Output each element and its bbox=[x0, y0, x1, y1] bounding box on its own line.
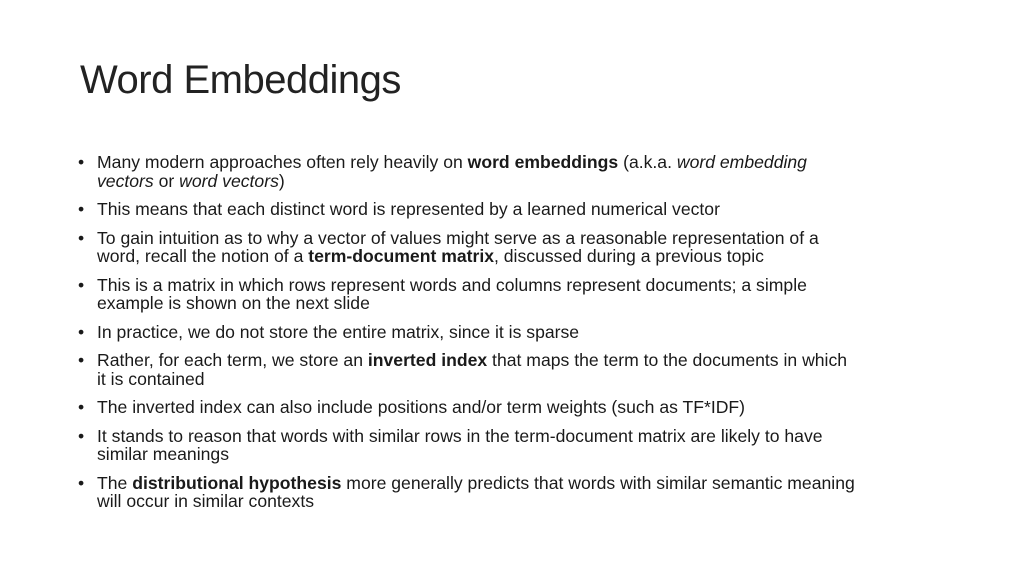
bullet-line bbox=[97, 200, 855, 219]
text-segment: example is shown on the next slide bbox=[97, 293, 370, 313]
bullet-item bbox=[78, 153, 855, 190]
bullet-icon: • bbox=[78, 397, 85, 417]
bullet-item bbox=[78, 351, 855, 388]
bullet-line bbox=[97, 370, 855, 389]
bullet-icon: • bbox=[78, 321, 85, 342]
text-segment: This is a matrix in which rows represent words and columns represent documents; a simple bbox=[97, 274, 807, 295]
bullet-line bbox=[97, 229, 855, 248]
text-segment: The inverted index can also include positions and/or term weights (such as TF*IDF) bbox=[97, 397, 746, 417]
bullet-icon: • bbox=[78, 472, 85, 493]
bullet-line bbox=[97, 474, 855, 493]
bullet-item bbox=[78, 398, 855, 417]
bullet-line bbox=[97, 323, 855, 342]
bullet-item bbox=[78, 276, 855, 313]
bullet-line bbox=[97, 276, 855, 295]
bold-text: word embeddings bbox=[467, 152, 619, 172]
bullet-line bbox=[97, 153, 855, 172]
text-segment: it is contained bbox=[97, 368, 205, 389]
bullet-icon: • bbox=[78, 152, 85, 172]
bullet-line bbox=[97, 492, 855, 511]
text-segment: will occur in similar contexts bbox=[97, 491, 315, 511]
slide-title: Word Embeddings bbox=[80, 58, 401, 102]
bullet-line bbox=[97, 294, 855, 313]
bullet-item bbox=[78, 323, 855, 342]
italic-text: word vectors bbox=[179, 170, 279, 191]
bullet-list bbox=[78, 153, 855, 521]
bullet-icon: • bbox=[78, 227, 85, 248]
text-segment: Many modern approaches often rely heavily on bbox=[97, 152, 468, 172]
bullet-item bbox=[78, 427, 855, 464]
bullet-line bbox=[97, 172, 855, 191]
text-segment: The bbox=[97, 472, 133, 493]
bold-text: term-document matrix bbox=[308, 246, 494, 266]
text-segment: (a.k.a. bbox=[618, 152, 677, 172]
text-segment: , discussed during a previous topic bbox=[494, 246, 764, 266]
bullet-line bbox=[97, 445, 855, 464]
bullet-item bbox=[78, 474, 855, 511]
bullet-line bbox=[97, 427, 855, 446]
bullet-line bbox=[97, 247, 855, 266]
bullet-line bbox=[97, 398, 855, 417]
text-segment: It stands to reason that words with similar rows in the term-document matrix are likely to have bbox=[97, 425, 823, 446]
bullet-item bbox=[78, 200, 855, 219]
text-segment: more generally predicts that words with similar semantic meaning bbox=[341, 472, 855, 493]
text-segment: Rather, for each term, we store an bbox=[97, 350, 368, 370]
text-segment: or bbox=[153, 170, 180, 191]
bullet-item bbox=[78, 229, 855, 266]
bold-text: distributional hypothesis bbox=[132, 472, 342, 493]
text-segment: In practice, we do not store the entire matrix, since it is sparse bbox=[97, 321, 580, 342]
bold-text: inverted index bbox=[367, 350, 488, 370]
bullet-icon: • bbox=[78, 350, 85, 370]
text-segment: that maps the term to the documents in which bbox=[487, 350, 848, 370]
bullet-line bbox=[97, 351, 855, 370]
text-segment: word, recall the notion of a bbox=[97, 246, 309, 266]
text-segment: This means that each distinct word is represented by a learned numerical vector bbox=[97, 199, 720, 219]
text-segment: similar meanings bbox=[97, 444, 229, 464]
text-segment: To gain intuition as to why a vector of values might serve as a reasonable representation of a bbox=[97, 227, 819, 248]
text-segment: ) bbox=[278, 170, 285, 191]
bullet-icon: • bbox=[78, 274, 85, 295]
italic-text: vectors bbox=[97, 170, 154, 191]
bullet-icon: • bbox=[78, 199, 85, 219]
bullet-icon: • bbox=[78, 425, 85, 446]
italic-text: word embedding bbox=[676, 152, 807, 172]
